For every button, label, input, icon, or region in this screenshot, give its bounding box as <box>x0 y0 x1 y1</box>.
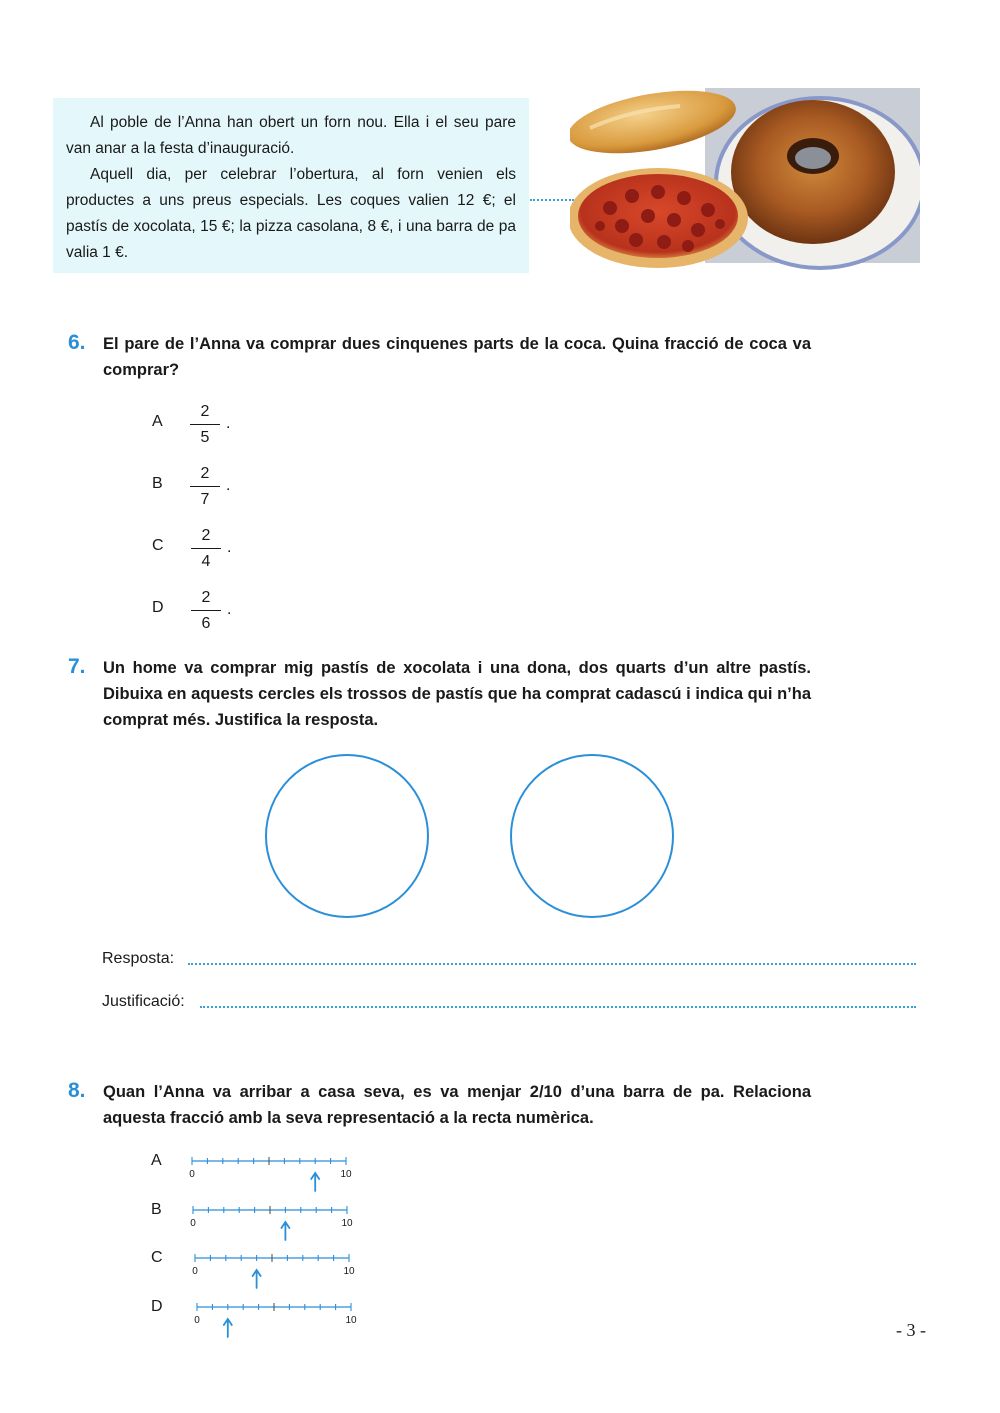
answer-line[interactable] <box>188 963 916 965</box>
up-arrow-icon <box>224 1319 232 1337</box>
fraction-denominator: 5 <box>200 429 210 446</box>
number-line-start-label: 0 <box>189 1169 195 1180</box>
intro-paragraph-1: Al poble de l’Anna han obert un forn nou. Ella i el seu pare van anar a la festa d’inauguració. <box>66 114 516 157</box>
number-line-start-label: 0 <box>192 1266 198 1277</box>
fraction-bar <box>190 424 220 425</box>
q8-option-letter: B <box>151 1201 162 1218</box>
up-arrow-icon <box>253 1270 261 1288</box>
answer-label: Resposta: <box>102 950 175 967</box>
q6-option-c-fraction[interactable] <box>191 526 232 572</box>
q8-option-letter: D <box>151 1298 163 1315</box>
page-number: - 3 - <box>896 1320 926 1340</box>
number-line-a[interactable] <box>186 1153 356 1195</box>
fraction-numerator: 2 <box>200 403 210 420</box>
question-7-text: Un home va comprar mig pastís de xocolata i una dona, dos quarts d’un altre pastís. Dibuixa en aquests cercles els trossos de pastís que ha comprat cadascú i indica qui n’ha comprat més. Justifica la resposta. <box>103 659 811 729</box>
number-line-start-label: 0 <box>190 1218 196 1229</box>
number-line-d[interactable] <box>191 1299 361 1341</box>
bakery-products-image <box>570 88 920 270</box>
q6-option-a-fraction[interactable] <box>190 402 231 448</box>
intro-paragraph-2: Aquell dia, per celebrar l’obertura, al forn venien els productes a uns preus especials. Les coques valien 12 €; el pastís de xocolata, 15 €; la pizza casolana, 8 €, i una barra de pa valia 1 €. <box>66 166 516 261</box>
question-8-number: 8. <box>68 1079 86 1102</box>
number-line-end-label: 10 <box>345 1315 357 1326</box>
q6-option-b-fraction[interactable] <box>190 464 231 510</box>
question-6-text: El pare de l’Anna va comprar dues cinquenes parts de la coca. Quina fracció de coca va comprar? <box>103 335 811 379</box>
q8-option-letter: A <box>151 1152 162 1169</box>
fraction-denominator: 4 <box>201 553 211 570</box>
q6-option-letter: A <box>152 413 163 430</box>
fraction-period: . <box>227 601 232 618</box>
number-line-end-label: 10 <box>343 1266 355 1277</box>
q6-option-letter: D <box>152 599 164 616</box>
question-8-text: Quan l’Anna va arribar a casa seva, es va menjar 2/10 d’una barra de pa. Relaciona aquesta fracció amb la seva representació a la recta numèrica. <box>103 1083 811 1127</box>
fraction-period: . <box>227 539 232 556</box>
number-line-c[interactable] <box>189 1250 359 1292</box>
fraction-numerator: 2 <box>200 465 210 482</box>
q6-option-letter: B <box>152 475 163 492</box>
number-line-b[interactable] <box>187 1202 357 1244</box>
question-7-number: 7. <box>68 655 86 678</box>
fraction-bar <box>190 486 220 487</box>
drawing-circle-right[interactable] <box>510 754 674 918</box>
number-line-end-label: 10 <box>341 1218 353 1229</box>
question-6-number: 6. <box>68 331 86 354</box>
intro-text <box>66 110 516 266</box>
number-line-end-label: 10 <box>340 1169 352 1180</box>
fraction-numerator: 2 <box>201 589 211 606</box>
q6-option-d-fraction[interactable] <box>191 588 232 634</box>
q8-option-letter: C <box>151 1249 163 1266</box>
justification-label: Justificació: <box>102 993 185 1010</box>
fraction-denominator: 6 <box>201 615 211 632</box>
fraction-denominator: 7 <box>200 491 210 508</box>
fraction-period: . <box>226 477 231 494</box>
justification-line[interactable] <box>200 1006 916 1008</box>
up-arrow-icon <box>281 1222 289 1240</box>
q6-option-letter: C <box>152 537 164 554</box>
fraction-bar <box>191 610 221 611</box>
drawing-circle-left[interactable] <box>265 754 429 918</box>
fraction-period: . <box>226 415 231 432</box>
number-line-start-label: 0 <box>194 1315 200 1326</box>
dotted-connector <box>530 199 574 201</box>
fraction-bar <box>191 548 221 549</box>
fraction-numerator: 2 <box>201 527 211 544</box>
up-arrow-icon <box>311 1173 319 1191</box>
